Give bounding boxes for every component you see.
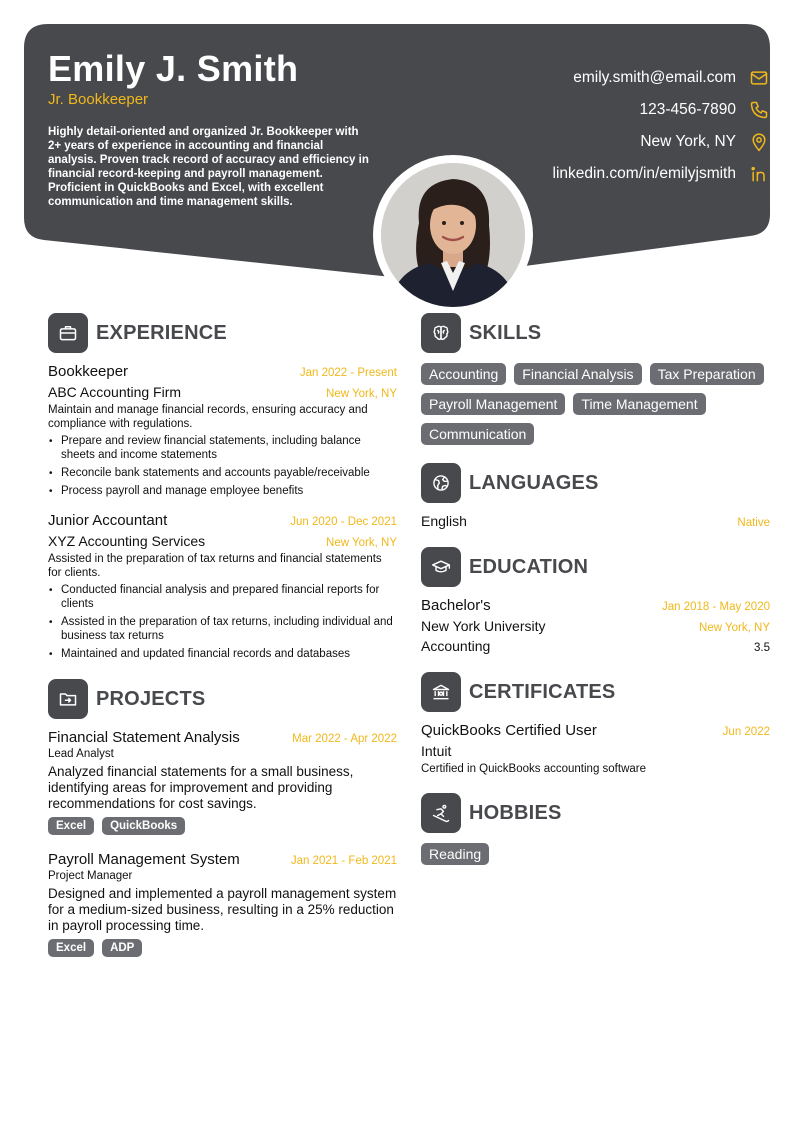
job-role: Jr. Bookkeeper [48, 91, 149, 108]
gpa: 3.5 [754, 642, 770, 654]
project-item [48, 729, 397, 835]
phone-icon [748, 99, 770, 121]
brain-icon [421, 313, 461, 353]
skill-tag: Financial Analysis [514, 363, 641, 385]
section-title: EXPERIENCE [96, 321, 227, 344]
bullet-item: • Assisted in the preparation of tax returns, including individual and business tax returns [48, 615, 397, 643]
job-bullets [48, 583, 397, 661]
skill-tag: Time Management [573, 393, 705, 415]
candidate-name: Emily J. Smith [48, 48, 299, 89]
section-title: CERTIFICATES [469, 680, 616, 703]
education-item [421, 597, 770, 654]
company-name: ABC Accounting Firm [48, 384, 182, 400]
bullet-item: • Process payroll and manage employee benefits [48, 484, 397, 498]
email-text: emily.smith@email.com [573, 69, 736, 86]
certificate-description: Certified in QuickBooks accounting software [421, 763, 646, 775]
skill-tag: Tax Preparation [650, 363, 764, 385]
languages-header [421, 463, 770, 503]
education-header [421, 547, 770, 587]
project-tags [48, 939, 397, 957]
section-title: SKILLS [469, 321, 542, 344]
certificate-issuer: Intuit [421, 743, 452, 759]
certificate-date: Jun 2022 [722, 726, 770, 738]
field-of-study: Accounting [421, 638, 491, 654]
projects-header [48, 679, 397, 719]
section-title: LANGUAGES [469, 471, 599, 494]
globe-icon [421, 463, 461, 503]
section-title: HOBBIES [469, 801, 562, 824]
job-title: Junior Accountant [48, 512, 168, 529]
phone-text: 123-456-7890 [639, 101, 736, 118]
experience-item [48, 363, 397, 498]
project-role: Project Manager [48, 870, 133, 882]
skier-icon [421, 793, 461, 833]
institution-icon [421, 672, 461, 712]
bullet-item: • Reconcile bank statements and accounts payable/receivable [48, 466, 397, 480]
project-dates: Mar 2022 - Apr 2022 [292, 733, 397, 745]
project-tags [48, 817, 397, 835]
project-dates: Jan 2021 - Feb 2021 [290, 855, 397, 867]
contact-location [450, 126, 770, 158]
hobbies-header [421, 793, 770, 833]
hobby-tag: Reading [421, 843, 489, 865]
location-pin-icon [748, 131, 770, 153]
experience-header [48, 313, 397, 353]
job-location: New York, NY [326, 388, 397, 400]
project-tag: QuickBooks [102, 817, 185, 835]
project-tag: Excel [48, 817, 94, 835]
project-title: Financial Statement Analysis [48, 729, 240, 746]
experience-item [48, 512, 397, 661]
education-dates: Jan 2018 - May 2020 [661, 601, 770, 613]
job-title: Bookkeeper [48, 363, 129, 380]
project-description: Analyzed financial statements for a small business, identifying areas for improvement and providing recommendations for cost savings. [48, 764, 354, 811]
bullet-item: • Prepare and review financial statements, including balance sheets and income statements [48, 434, 397, 462]
section-title: EDUCATION [469, 555, 589, 578]
job-location: New York, NY [326, 537, 397, 549]
job-dates: Jan 2022 - Present [299, 367, 397, 379]
project-tag: Excel [48, 939, 94, 957]
skills-header [421, 313, 770, 353]
company-name: XYZ Accounting Services [48, 533, 206, 549]
graduation-cap-icon [421, 547, 461, 587]
degree: Bachelor's [421, 597, 491, 614]
project-item [48, 851, 397, 957]
profile-summary: Highly detail-oriented and organized Jr. Bookkeeper with 2+ years of experience in accounting and financial analysis. Proven track record of accuracy and efficiency in financial record-keeping and payroll management. Proficient in QuickBooks and Excel, with excellent communication and time management skills. [48, 126, 369, 208]
job-description: Maintain and manage financial records, ensuring accuracy and compliance with regulations. [48, 404, 368, 430]
right-column [421, 313, 770, 865]
certificates-header [421, 672, 770, 712]
job-description: Assisted in the preparation of tax returns and financial statements for clients. [48, 553, 382, 579]
project-tag: ADP [102, 939, 142, 957]
location-text: New York, NY [640, 133, 736, 150]
project-description: Designed and implemented a payroll management system for a medium-sized business, resulting in a 25% reduction in payroll processing time. [48, 886, 397, 933]
skill-tag: Payroll Management [421, 393, 565, 415]
job-bullets [48, 434, 397, 498]
language-level: Native [737, 517, 770, 529]
folder-icon [48, 679, 88, 719]
language-name: English [421, 513, 467, 529]
project-title: Payroll Management System [48, 851, 240, 868]
bullet-item: • Maintained and updated financial records and databases [48, 647, 397, 661]
contact-phone[interactable] [450, 94, 770, 126]
school-location: New York, NY [699, 622, 770, 634]
job-dates: Jun 2020 - Dec 2021 [290, 516, 397, 528]
linkedin-icon [748, 163, 770, 185]
linkedin-text: linkedin.com/in/emilyjsmith [552, 165, 736, 182]
skills-list [421, 363, 770, 445]
bullet-item: • Conducted financial analysis and prepared financial reports for clients [48, 583, 397, 611]
hobbies-list [421, 843, 770, 865]
mail-icon [748, 67, 770, 89]
school-name: New York University [421, 618, 546, 634]
left-column [48, 313, 397, 969]
skill-tag: Communication [421, 423, 534, 445]
certificate-item [421, 722, 770, 775]
contact-email[interactable] [450, 62, 770, 94]
certificate-name: QuickBooks Certified User [421, 722, 597, 739]
section-title: PROJECTS [96, 687, 206, 710]
briefcase-icon [48, 313, 88, 353]
project-role: Lead Analyst [48, 748, 114, 760]
language-item [421, 513, 770, 529]
skill-tag: Accounting [421, 363, 506, 385]
profile-photo [381, 163, 525, 307]
